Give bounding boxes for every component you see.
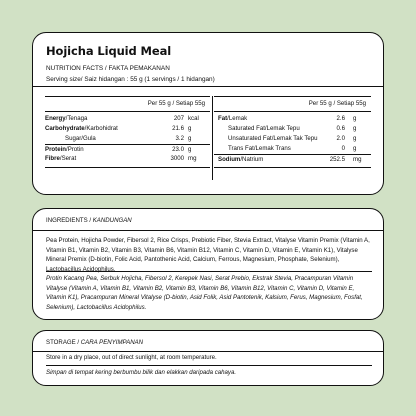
ingredients-card — [32, 208, 384, 320]
nutrient-row-trans-fat: Trans Fat/Lemak Trans 0 g — [228, 145, 357, 152]
nutrient-unit: kcal — [188, 115, 199, 122]
nutrient-row-sugar: Sugar/Gula 3.2 g — [65, 135, 192, 142]
ingredients-text-ms: Protin Kacang Pea, Serbuk Hojicha, Fibersol 2, Kerepek Nasi, Serat Prebio, Ekstrak Stevia, Pracampuran Vitamin Vitalyse (Vitamin A, Vitamin B1, Vitamin B2, Vitamin B3, Vitamin B6, Vitamin B12, Vitamin C, Vitamin D, Vitamin E, Vitamin K1), Pracampuran Mineral Vitalyse (D-biotin, Asid Folik, Asid Pantotenik, Kalsium, Ferus, Magnesium, Fosfat, Selenium), Lactobacillus Acidophilus. — [46, 275, 363, 311]
storage-card — [32, 330, 384, 386]
row-rule — [214, 154, 371, 155]
nutrient-row-fibre: Fibre/Serat 3000 mg — [45, 155, 197, 162]
ingredients-heading: INGREDIENTS / KANDUNGAN — [46, 217, 132, 224]
nutrient-unit: g — [353, 115, 357, 122]
table-top-rule-right — [214, 96, 371, 97]
table-bottom-rule-right — [214, 167, 371, 168]
nutrient-unit: g — [353, 125, 357, 132]
column-header-right: Per 55 g / Setiap 55g — [308, 100, 366, 107]
facts-heading: NUTRITION FACTS / FAKTA PEMAKANAN — [46, 65, 170, 72]
storage-text-ms: Simpan di tempat kering berbumbu bilik dan elakkan daripada cahaya. — [46, 369, 237, 376]
product-title: Hojicha Liquid Meal — [46, 44, 172, 58]
nutrient-value: 3.2 — [175, 135, 184, 142]
nutrient-value: 23.0 — [172, 146, 184, 153]
nutrient-unit: g — [188, 125, 192, 132]
nutrient-row-sodium: Sodium/Natrium 252.5 mg — [218, 156, 362, 163]
nutrient-row-carbohydrate: Carbohydrate/Karbohidrat 21.6 g — [45, 125, 192, 132]
section-divider — [33, 230, 384, 231]
nutrient-value: 252.5 — [329, 156, 345, 163]
nutrient-value: 3000 — [170, 155, 184, 162]
column-header-left: Per 55 g / Setiap 55g — [147, 100, 205, 107]
nutrient-row-protein: Protein/Protin 23.0 g — [45, 146, 192, 153]
nutrient-row-fat: Fat/Lemak 2.6 g — [218, 115, 357, 122]
nutrient-value: 0 — [341, 145, 345, 152]
column-divider — [212, 96, 213, 180]
table-bottom-rule-left — [45, 167, 210, 168]
section-divider — [33, 351, 384, 352]
row-rule — [45, 144, 210, 145]
serving-size: Serving size/ Saiz hidangan : 55 g (1 servings / 1 hidangan) — [46, 76, 215, 83]
nutrient-unit: g — [188, 135, 192, 142]
header-rule-right — [214, 111, 371, 112]
table-top-rule-left — [45, 96, 210, 97]
ingredients-text-en: Pea Protein, Hojicha Powder, Fibersol 2, Rice Crisps, Prebiotic Fiber, Stevia Extract, Vitalyse Vitamin Premix (Vitamin A, Vitamin B1, Vitamin B2, Vitamin B3, Vitamin B6, Vitamin B12, Vitamin C, Vitamin D, Vitamin E, Vitamin K1), Vitalyse Mineral Premix (D-biotin, Folic Acid, Pantothenic Acid, Calcium, Ferrous, Magnesium, Phosphate, Selenium), Lactobacillus Acidophilus. — [46, 237, 370, 273]
nutrient-unit: mg — [353, 156, 362, 163]
nutrient-unit: mg — [188, 155, 197, 162]
nutrition-facts-card — [32, 32, 384, 195]
nutrient-unit: g — [353, 145, 357, 152]
nutrient-unit: g — [353, 135, 357, 142]
language-divider — [46, 271, 372, 272]
section-divider — [33, 86, 384, 87]
storage-heading: STORAGE / CARA PENYIMPANAN — [46, 339, 144, 346]
nutrient-row-energy: Energy/Tenaga 207 kcal — [45, 115, 199, 122]
storage-text-en: Store in a dry place, out of direct sunlight, at room temperature. — [46, 354, 217, 361]
nutrient-value: 2.6 — [336, 115, 345, 122]
nutrient-value: 21.6 — [172, 125, 184, 132]
nutrient-row-unsaturated-fat: Unsaturated Fat/Lemak Tak Tepu 2.0 g — [228, 135, 357, 142]
nutrient-value: 2.0 — [336, 135, 345, 142]
nutrient-value: 0.6 — [336, 125, 345, 132]
nutrient-row-saturated-fat: Saturated Fat/Lemak Tepu 0.6 g — [228, 125, 357, 132]
header-rule-left — [45, 111, 210, 112]
language-divider — [46, 365, 372, 366]
nutrient-unit: g — [188, 146, 192, 153]
nutrient-value: 207 — [173, 115, 184, 122]
